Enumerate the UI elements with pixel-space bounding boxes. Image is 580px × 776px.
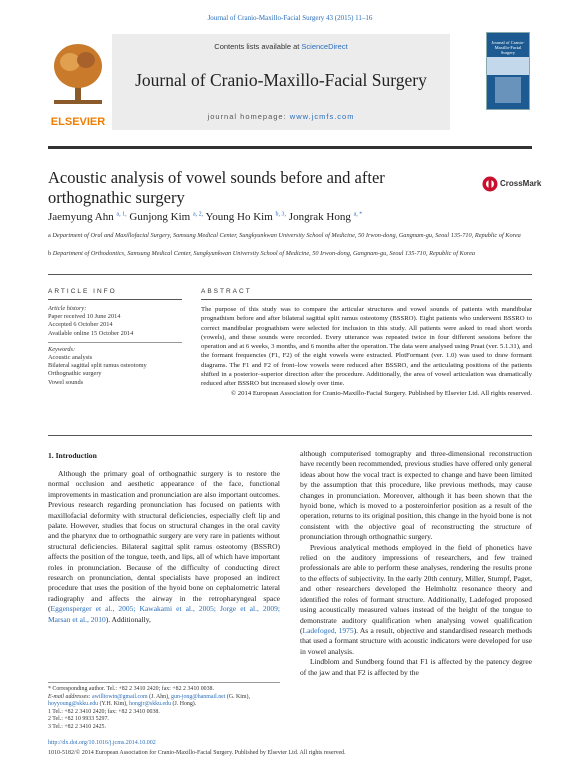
email-owner: (J. Hong). — [172, 701, 197, 707]
info-divider — [48, 299, 182, 300]
crossmark-icon — [482, 176, 498, 192]
elsevier-tree-icon — [48, 34, 108, 114]
article-info-heading: ARTICLE INFO — [48, 288, 117, 295]
author-list — [48, 211, 532, 223]
homepage-link[interactable]: www.jcmfs.com — [289, 112, 355, 121]
history-item: Available online 15 October 2014 — [48, 329, 134, 337]
author-sup[interactable]: a, 2, — [192, 211, 204, 218]
abstract-text: The purpose of this study was to compare the articular structures and vowel sounds of patients with mandibular prognathism before and after bilateral sagittal split ramus osteotomy (BSSRO). Eight patients who underwent BSSRO to correct mandibular prognathism were selected for inclusion in this study. All patients were asked to read short words (vowels), and these sounds were recorded. Every utterance was repeated twice in four different sessions before the operation and at 6 weeks, 3 months, and 6 months after the operation. The data were analysed using Praat (ver. 5.1.31), and the formant frequencies (F1, F2) of the eight vowels were extracted. PlotFormant (ver. 1.0) was used to draw formant diagrams. The F1 and F2 of front–low vowels were reduced after BSSRO, and the articulating positions of the patients shifted in a posterior–superior direction after the procedure. Additionally, the area of vowel articulation was dramatically reduced after BSSRO but increased slowly over time. — [201, 306, 532, 388]
paragraph-text: ). As a result, objective and standardised research methods that used a formant structure with acoustic indicators were developed for use in vowel analysis. — [300, 625, 532, 656]
affiliation-text: Department of Oral and Maxillofacial Surgery, Samsung Medical Center, Sungkyunkwan University School of Medicine, 50 Irwon-dong, Gangnam-gu, Seoul 135-710, Republic of Korea — [52, 232, 521, 239]
author-name[interactable]: Jongrak Hong — [288, 211, 351, 223]
keyword: Vowel sounds — [48, 378, 84, 386]
email-label: E-mail addresses: — [48, 693, 91, 700]
affiliation-a — [48, 232, 532, 241]
abstract-divider — [201, 299, 532, 300]
history-item: Paper received 10 June 2014 — [48, 313, 121, 321]
affiliation-label: a — [48, 232, 51, 239]
email-owner: (G. Kim), — [226, 693, 250, 700]
email-link[interactable]: hongjr@skku.edu — [129, 701, 172, 707]
divider — [48, 435, 532, 436]
elsevier-wordmark: ELSEVIER — [50, 116, 106, 128]
body-left-column — [48, 469, 280, 625]
paragraph: Lindblom and Sundberg found that F1 is affected by the patency degree of the jaw and that F2 is affected by the — [300, 657, 532, 677]
affiliation-text: Department of Orthodontics, Samsung Medical Center, Sungkyunkwan University School of Medicine, 50 Irwon-dong, Gangnam-gu, Seoul 135-710, Republic of Korea — [52, 250, 476, 257]
citation-link[interactable]: Eggensperger et al., 2005; Kawakami et al., 2005; Jorge et al., 2009; Marsan et al., 2010 — [48, 604, 280, 624]
abstract-heading: ABSTRACT — [201, 288, 252, 295]
paragraph-text: Although the primary goal of orthognathic surgery is to restore the normal occlusion and aesthetic appearance of the face, functional improvements in mastication and pronunciation are also important outcomes. Previous research regarding pronunciation has focused on patients with maxillofacial deformity with structural deficiencies, especially cleft lip and palate. However, studies that focus on structural changes in the oral cavity and the pharynx due to orthognathic surgery are very rare in patients without structural deficiencies. Bilateral sagittal split ramus osteotomy (BSSRO) affects the position of the tongue, teeth, and lips, all of which have important roles in pronunciation. Because of the difficulty of conducting direct research on pronunciation, dental specialists have proposed an indirect procedure that uses the position of the hyoid bone on cephalometric lateral radiography and affects the airway in the retropharyngeal space ( — [48, 469, 280, 614]
email-link[interactable]: awilltowin@gmail.com — [91, 693, 148, 700]
journal-citation-link[interactable]: Journal of Cranio-Maxillo-Facial Surgery 43 (2015) 11–16 — [207, 14, 373, 22]
journal-title: Journal of Cranio-Maxillo-Facial Surgery — [135, 70, 427, 90]
affiliation-label: b — [48, 250, 52, 257]
paragraph-text: Previous analytical methods employed in the field of phonetics have relied on the auditory impressions of researchers, and few trained professionals are able to perform these analyses, rendering the results prone to the effects of subjectivity. In the early 20th century, Miller, Stumpf, Paget, and other researchers developed the Helmholtz resonance theory and identified the roles of formant structure. Additionally, Ladefoged proposed using acoustically measured values instead of the height of the tongue to demonstrate auditory qualification when analysing vowel qualification ( — [300, 542, 532, 635]
doi-link[interactable]: http://dx.doi.org/10.1016/j.jcms.2014.10.002 — [48, 740, 156, 746]
affiliation-b — [48, 250, 532, 259]
footnote-tel: 1 Tel.: +82 2 3410 2420; fax: +82 2 3410 0038. — [48, 708, 160, 715]
body-right-column — [300, 449, 532, 678]
email-owner: (Y.H. Kim), — [99, 701, 128, 707]
cover-title: Journal of Cranio-Maxillo-Facial Surgery — [491, 40, 525, 55]
keyword: Acoustic analysis — [48, 354, 93, 362]
article-title: Acoustic analysis of vowel sounds before and after orthognathic surgery — [48, 168, 385, 207]
history-item: Accepted 6 October 2014 — [48, 321, 113, 329]
keywords-heading: Keywords: — [48, 345, 76, 353]
keyword: Orthognathic surgery — [48, 370, 102, 378]
author-name[interactable]: Young Ho Kim — [205, 211, 273, 223]
email-owner: (J. Ahn), — [149, 693, 170, 700]
crossmark-badge[interactable] — [482, 176, 542, 192]
keyword: Bilateral sagittal split ramus osteotomy — [48, 362, 147, 370]
homepage-prefix: journal homepage: — [207, 112, 287, 121]
email-link[interactable]: gun-jong@hanmail.net — [171, 693, 226, 700]
abstract-copyright: © 2014 European Association for Cranio-Maxillo-Facial Surgery. Published by Elsevier Ltd. All rights reserved. — [231, 389, 532, 397]
footnote-emails — [48, 694, 280, 709]
email-link[interactable]: hoyyoung@skku.edu — [48, 701, 99, 707]
author-sup[interactable]: a, * — [353, 211, 363, 218]
footnote-tel: 2 Tel.: +82 10 9933 5297. — [48, 716, 109, 722]
journal-cover-thumbnail — [486, 32, 530, 110]
footnote-corresponding: * Corresponding author. Tel.: +82 2 3410 2420; fax: +82 2 3410 0038. — [48, 686, 214, 692]
article-history — [48, 305, 182, 387]
abstract-body — [201, 305, 532, 398]
contents-prefix: Contents lists available at — [214, 42, 300, 51]
paragraph-text: ). Additionally, — [105, 614, 151, 624]
author-name[interactable]: Jaemyung Ahn — [48, 211, 114, 223]
info-separator — [48, 342, 182, 343]
contents-line — [112, 42, 450, 51]
footnote-tel: 3 Tel.: +82 2 3410 2425. — [48, 723, 106, 730]
paragraph — [48, 469, 280, 625]
history-heading: Article history: — [48, 305, 87, 312]
author-sup[interactable]: b, 3, — [275, 211, 287, 218]
section-heading-introduction: 1. Introduction — [48, 451, 97, 460]
author-sup[interactable]: a, 1, — [116, 211, 127, 218]
issn-line: 1010-5182/© 2014 European Association for Cranio-Maxillo-Facial Surgery. Published by Elsevier Ltd. All rights reserved. — [48, 750, 346, 756]
journal-homepage — [112, 112, 450, 121]
citation-link[interactable]: Ladefoged, 1975 — [302, 625, 354, 635]
sciencedirect-link[interactable]: ScienceDirect — [301, 42, 348, 51]
journal-header — [48, 34, 532, 149]
crossmark-label: CrossMark — [500, 179, 542, 188]
cover-image — [495, 77, 521, 103]
header-center-panel — [112, 34, 450, 130]
elsevier-logo — [48, 34, 108, 130]
divider — [48, 274, 532, 275]
footnotes — [48, 682, 280, 731]
cover-band — [487, 57, 529, 75]
paragraph — [300, 543, 532, 657]
paragraph: although computerised tomography and three-dimensional reconstruction have recently been recommended, previous studies have offered only general ideas about how the vocal tract is expected to change and have been limited by the assumption that this procedure, like previous methods, may cause changes in pronunciation. Moreover, although it has been shown that the hyoid bone, which is moved to a posteroinferior position as a result of the operation, returns to its original position, this change in the hyoid bone is not consistent with the objective goal of reconstructing the structure of pronunciation through orthognathic surgery. — [300, 449, 532, 542]
author-name[interactable]: Gunjong Kim — [129, 211, 191, 223]
